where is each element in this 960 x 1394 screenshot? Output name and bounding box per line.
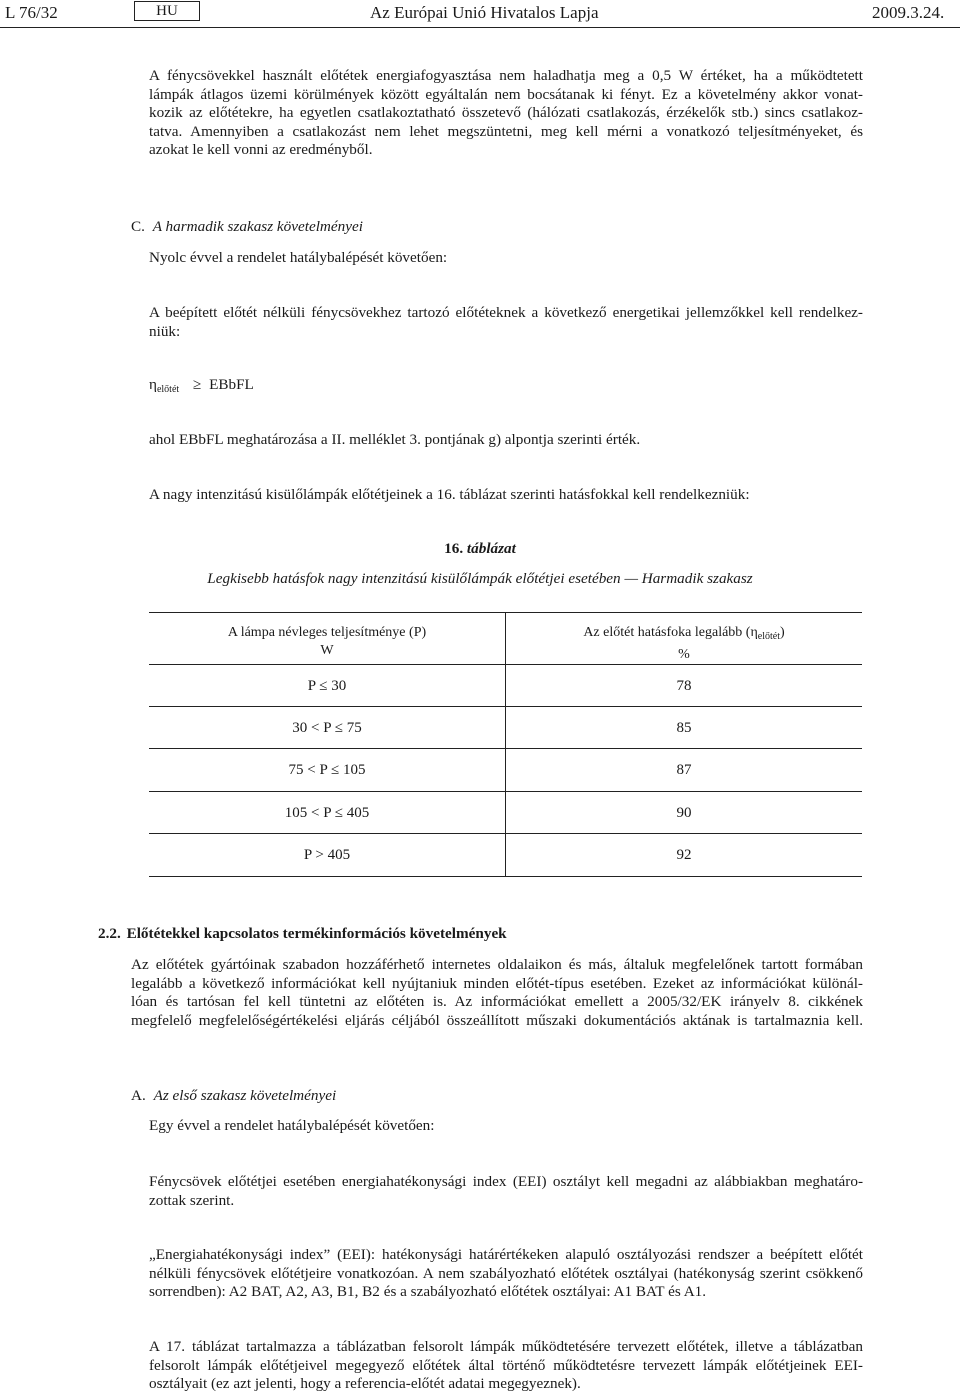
- column-header-efficiency: [506, 624, 862, 664]
- eta-subscript: előtét: [156, 384, 180, 395]
- formula-definition: ahol EBbFL meghatározása a II. melléklet 3. pontjának g) alpontja szerinti érték.: [149, 431, 641, 448]
- text-line: niük:: [149, 322, 181, 340]
- header-unit: W: [320, 643, 334, 658]
- eta-symbol: η: [149, 376, 157, 393]
- header-line: Az előtét hatásfoka legalább (η: [583, 625, 758, 640]
- section-a-title: Az első szakasz követelményei: [153, 1087, 337, 1104]
- table-row-border: [149, 833, 862, 834]
- text-line: osztályait (ez azt jelenti, hogy a referencia-előtét adatai megegyeznek).: [149, 1375, 581, 1392]
- hid-requirement: A nagy intenzitású kisülőlámpák előtétjeinek a 16. táblázat szerinti hatásfokkal kell rendelkezniük:: [149, 486, 750, 503]
- table-17-reference: [149, 1338, 863, 1394]
- table-cell-power: 75 < P ≤ 105: [288, 762, 366, 778]
- header-rule: [0, 27, 960, 28]
- section-22-number: 2.2.: [98, 925, 121, 942]
- text-line: azokat le kell vonni az eredményből.: [149, 141, 373, 158]
- table-row-border: [149, 791, 862, 792]
- text-line: felsorolt lámpák előtétjeivel megegyező előtétek által történő működtetésre tervezett lámpák előtétjeinek EEI-: [149, 1356, 863, 1374]
- header-unit: %: [678, 647, 690, 662]
- table-cell-efficiency: 87: [676, 762, 692, 778]
- table-cell-efficiency: 85: [676, 720, 692, 736]
- header-close: ): [780, 625, 785, 640]
- table-label: táblázat: [466, 540, 516, 557]
- section-c-title: A harmadik szakasz követelményei: [152, 218, 363, 235]
- text-line: zottak szerint.: [149, 1191, 235, 1209]
- intro-paragraph: [149, 67, 863, 160]
- table-cell-efficiency: 90: [676, 805, 692, 821]
- formula-rhs: EBbFL: [209, 376, 254, 393]
- section-a-heading: [131, 1087, 336, 1106]
- table-cell-power: 30 < P ≤ 75: [292, 720, 362, 736]
- table-cell-power: P > 405: [303, 847, 351, 863]
- section-c-label: C.: [131, 218, 145, 235]
- text-line: megfelelő megfelelőségértékelési eljárás céljából összeállított műszaki dokumentációs aktának is tartalmaznia kell.: [131, 1011, 863, 1029]
- text-line: lóan és tartósan fel kell tüntetni az előtéten is. Az információkat emellett a 2005/32/EK irányelv 8. cikkének: [131, 993, 863, 1010]
- table-16-title: [0, 540, 960, 559]
- text-line: legalább a következő információkat kell nyújtaniuk minden előtét-típus esetében. Ezeket az információkat különál-: [131, 974, 863, 992]
- efficiency-formula: [149, 376, 254, 400]
- section-22-heading: [98, 925, 507, 944]
- table-cell-power: P ≤ 30: [307, 678, 347, 694]
- section-c-timing: Nyolc évvel a rendelet hatálybalépését követően:: [149, 249, 448, 266]
- header-line: A lámpa névleges teljesítménye (P): [227, 625, 427, 640]
- table-cell-power: 105 < P ≤ 405: [284, 805, 370, 821]
- text-line: tatva. Amennyiben a csatlakozást nem lehet megszüntetni, meg kell mérni a vonatkozó teljesítményeket, és: [149, 122, 863, 140]
- section-22-body: [131, 956, 863, 1030]
- table-bottom-border: [149, 876, 862, 877]
- column-header-power: [149, 624, 505, 660]
- table-number: 16.: [444, 540, 464, 557]
- section-a-label: A.: [131, 1087, 146, 1104]
- section-22-title: Előtétekkel kapcsolatos termékinformációs követelmények: [126, 925, 507, 942]
- section-a-timing: Egy évvel a rendelet hatálybalépését követően:: [149, 1117, 435, 1134]
- text-line: Az előtétek gyártóinak szabadon hozzáférhető internetes oldalaikon és más, általuk megfelelőnek tartott formában: [131, 956, 863, 973]
- table-row-border: [149, 748, 862, 749]
- text-line: A 17. táblázat tartalmazza a táblázatban felsorolt lámpák működtetésére tervezett előtétek, illetve a táblázatban: [149, 1338, 863, 1355]
- text-line: A beépített előtét nélküli fénycsövekhez tartozó előtéteknek a következő energetikai jellemzőkkel kell rendelkez-: [149, 304, 863, 321]
- text-line: A fénycsövekkel használt előtétek energiafogyasztása nem haladhatja meg a 0,5 W értéket, ha a működtetett: [149, 67, 863, 84]
- language-badge: HU: [134, 1, 200, 21]
- text-line: Fénycsövek előtétjei esetében energiahatékonysági index (EEI) osztályt kell megadni az alábbiakban meghatáro-: [149, 1173, 863, 1190]
- table-cell-efficiency: 78: [676, 678, 692, 694]
- table-cell-efficiency: 92: [676, 847, 692, 863]
- text-line: sorrendben): A2 BAT, A2, A3, B1, B2 és a szabályozható előtétek osztályai: A1 BAT és A1.: [149, 1283, 707, 1300]
- section-c-requirement: [149, 304, 863, 341]
- table-16-caption: Legkisebb hatásfok nagy intenzitású kisülőlámpák előtétjei esetében — Harmadik szakasz: [207, 570, 753, 587]
- section-c-heading: [131, 218, 363, 237]
- geq-symbol: ≥: [192, 376, 202, 393]
- header-subscript: előtét: [757, 631, 780, 642]
- text-line: kozik az előtétekre, ha egyetlen csatlakoztatható összetevő (hálózati csatlakozás, érzékelők stb.) sincs csatlakoz-: [149, 104, 863, 121]
- journal-title: Az Európai Unió Hivatalos Lapja: [370, 3, 599, 22]
- eei-definition: [149, 1246, 863, 1302]
- table-row-border: [149, 706, 862, 707]
- text-line: lámpák átlagos üzemi körülmények között egyáltalán nem bocsátanak ki fényt. Ez a követelmény akkor vonat-: [149, 85, 863, 103]
- page-reference: L 76/32: [5, 3, 58, 22]
- publication-date: 2009.3.24.: [872, 3, 945, 22]
- text-line: „Energiahatékonysági index” (EEI): hatékonysági határértékeken alapuló osztályozási rendszer a beépített előtét: [149, 1246, 863, 1263]
- table-header-border: [149, 664, 862, 665]
- eei-intro: [149, 1173, 863, 1210]
- text-line: nélküli fénycsövek előtétjeire vonatkozóan. A nem szabályozható előtétek osztályai (hatékonyság szerint csökkenő: [149, 1264, 863, 1282]
